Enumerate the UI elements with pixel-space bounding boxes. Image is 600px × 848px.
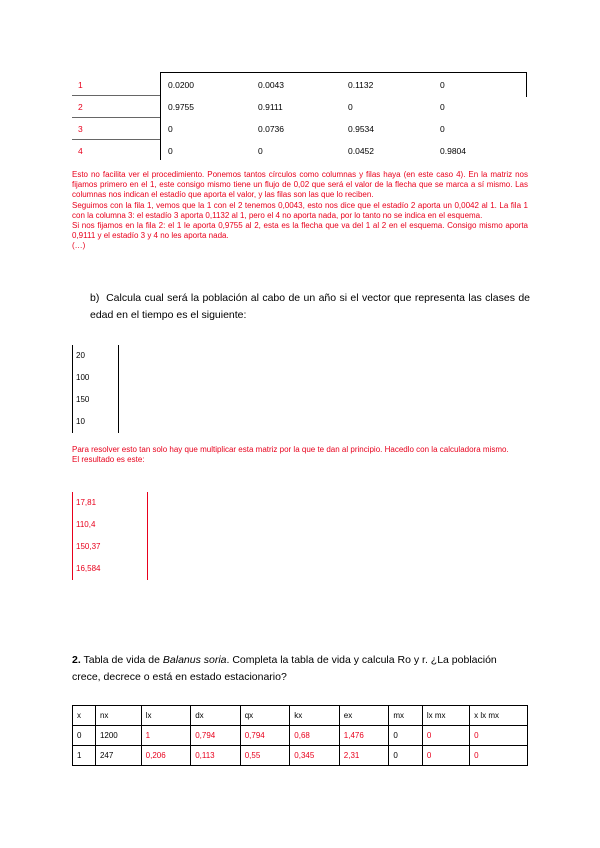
vector-value: 10 (76, 417, 85, 426)
life-table-cell: 0 (389, 726, 423, 746)
result-value: 16,584 (76, 564, 101, 573)
matrix-cell: 0.9111 (258, 102, 283, 112)
life-table-header: x lx mx (470, 706, 528, 726)
result-cell (72, 558, 116, 580)
question-2-text-cont: . Completa la tabla de vida y calcula Ro y r. ¿La población crece, decrece o está en estado estacionario? (72, 654, 497, 683)
vector-value: 150 (76, 395, 90, 404)
life-table-cell: 0 (470, 746, 528, 766)
matrix-cell: 0.1132 (348, 80, 374, 90)
life-table-header: ex (339, 706, 389, 726)
vector-cell (72, 411, 116, 433)
life-table-header: lx (141, 706, 191, 726)
matrix-cell: 0.9755 (168, 102, 194, 112)
matrix-top-border (160, 72, 527, 73)
life-table-cell: 0,113 (191, 746, 241, 766)
explanation-line: Esto no facilita ver el procedimiento. Ponemos tantos círculos como columnas y filas haya (en este caso 4). En la matriz nos fijamos primero en el 1, este consigo mismo tiene un flujo de 0,02 que será el valor de la flecha que se marca a sí mismo. Las columnas nos indican el estadío que aporta el valor, y las filas son las que lo reciben. (72, 170, 528, 200)
table-row (73, 746, 528, 766)
matrix-row-index: 2 (78, 102, 83, 112)
table-row (73, 726, 528, 746)
matrix-cell: 0 (440, 102, 445, 112)
life-table-cell: 0 (73, 726, 96, 746)
result-value: 110,4 (76, 520, 96, 529)
result-cell (72, 492, 116, 514)
matrix-row (72, 74, 527, 96)
life-table-header: x (73, 706, 96, 726)
question-b (90, 290, 530, 324)
matrix-cell: 0.0200 (168, 80, 194, 90)
life-table-cell: 0 (422, 746, 469, 766)
life-table-cell: 1 (141, 726, 191, 746)
life-table-cell: 0,794 (240, 726, 290, 746)
vector-cell (72, 389, 116, 411)
vector-right-border (118, 345, 119, 433)
life-table-header: nx (95, 706, 141, 726)
matrix-cell: 0 (168, 146, 173, 156)
solution-explanation: Para resolver esto tan solo hay que multiplicar esta matriz por la que te dan al principio. Hacedlo con la calculadora mismo. (72, 445, 509, 454)
life-table-header: mx (389, 706, 423, 726)
life-table-header-row (73, 706, 528, 726)
result-label: El resultado es este: (72, 455, 145, 465)
life-table-cell: 0 (422, 726, 469, 746)
question-2-text: Tabla de vida de (80, 654, 163, 666)
solution-text (72, 445, 528, 465)
matrix-cell: 0 (440, 80, 445, 90)
question-b-label: b) (90, 292, 100, 304)
explanation-line: (…) (72, 241, 86, 251)
life-table-cell: 1 (73, 746, 96, 766)
vector-value: 20 (76, 351, 85, 360)
life-table-cell: 0,55 (240, 746, 290, 766)
vector-value: 100 (76, 373, 90, 382)
matrix-cell: 0.0043 (258, 80, 284, 90)
life-table-cell: 0,345 (290, 746, 340, 766)
life-table-header: lx mx (422, 706, 469, 726)
result-cell (72, 536, 116, 558)
result-value: 150,37 (76, 542, 101, 551)
life-table-cell: 0,794 (191, 726, 241, 746)
vector-cell (72, 345, 116, 367)
life-table-cell: 2,31 (339, 746, 389, 766)
matrix-cell: 0 (168, 124, 173, 134)
matrix-cell: 0.9804 (440, 146, 466, 156)
life-table-cell: 0 (470, 726, 528, 746)
life-table-header: kx (290, 706, 340, 726)
explanation-line: Seguimos con la fila 1, vemos que la 1 con el 2 tenemos 0,0043, esto nos dice que el estadío 2 aporta un 0,0042 al 1. La fila 1 con la columna 3: el estadío 3 aporta 0,1132 al 1, pero el 4 no aporta nada, por lo tanto no se indica en el esquema. (72, 200, 528, 220)
life-table (72, 705, 528, 766)
life-table-header: qx (240, 706, 290, 726)
life-table-header: dx (191, 706, 241, 726)
explanation-text (72, 170, 528, 252)
matrix-cell: 0 (258, 146, 263, 156)
result-cell (72, 514, 116, 536)
matrix-cell: 0 (348, 102, 353, 112)
matrix-row-index: 3 (78, 124, 83, 134)
matrix-row-index: 4 (78, 146, 83, 156)
life-table-cell: 247 (95, 746, 141, 766)
question-b-text: Calcula cual será la población al cabo de un año si el vector que representa las clases de edad en el tiempo es el siguiente: (90, 292, 530, 321)
question-2 (72, 652, 528, 686)
vector-cell (72, 367, 116, 389)
matrix-cell: 0 (440, 124, 445, 134)
result-value: 17,81 (76, 498, 97, 507)
matrix-cell: 0.0452 (348, 146, 374, 156)
life-table-cell: 0 (389, 746, 423, 766)
question-2-number: 2. (72, 654, 81, 666)
matrix-cell: 0.9534 (348, 124, 374, 134)
matrix-row (72, 118, 527, 140)
matrix-row-index: 1 (78, 80, 83, 90)
life-table-cell: 1200 (95, 726, 141, 746)
explanation-line: Si nos fijamos en la fila 2: el 1 le aporta 0,9755 al 2, esta es la flecha que va del 1 al 2 en el esquema. Consigo mismo aporta 0,9111 y el estadío 3 y 4 no les aporta nada. (72, 221, 528, 241)
matrix-row (72, 140, 527, 162)
matrix-row (72, 96, 527, 118)
result-right-border (147, 492, 148, 580)
life-table-cell: 0,206 (141, 746, 191, 766)
species-name: Balanus soria (162, 654, 227, 666)
life-table-cell: 1,476 (339, 726, 389, 746)
life-table-cell: 0,68 (290, 726, 340, 746)
matrix-cell: 0.0736 (258, 124, 284, 134)
